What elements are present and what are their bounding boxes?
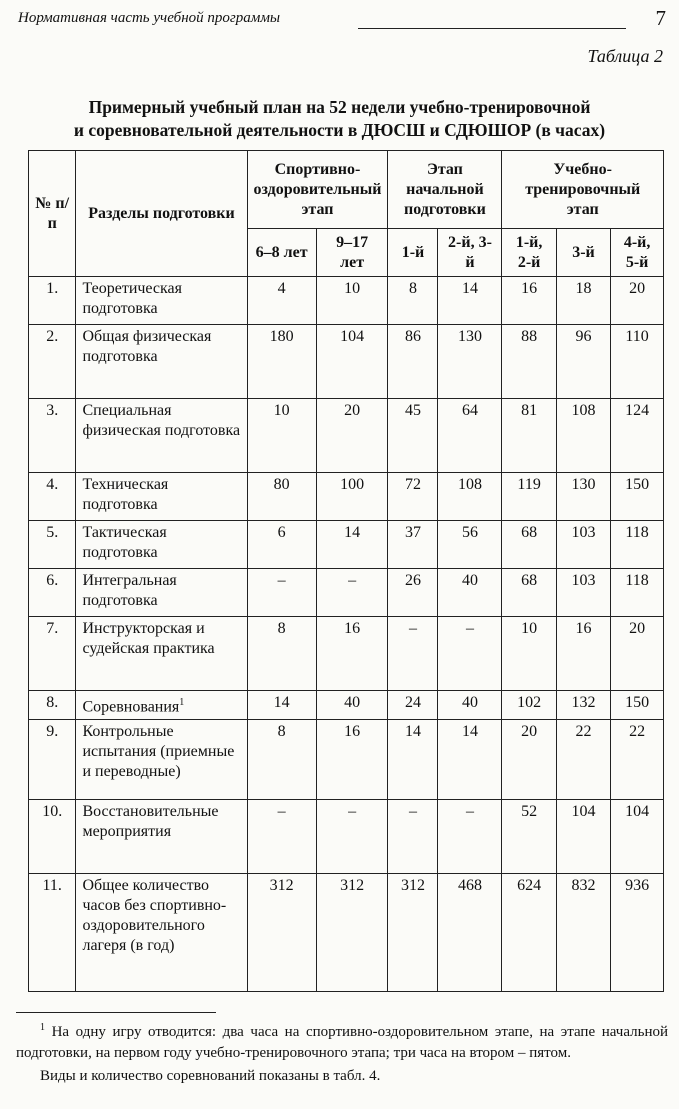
row-section-name (76, 473, 247, 521)
hours-cell: 104 (611, 800, 664, 874)
hours-cell: 130 (438, 325, 502, 399)
row-number: 3. (29, 399, 76, 473)
footnote-body: На одну игру отводится: два часа на спортивно-оздоровительном этапе, на этапе начальной подготовки, на первом году учебно-тренировочного этапа; три часа на втором – пятом. (16, 1024, 669, 1061)
section-name-text: Общая физическая подготовка (82, 328, 212, 365)
header-sub: 4-й, 5-й (611, 229, 664, 277)
hours-cell: 132 (556, 691, 610, 720)
row-section-name (76, 720, 247, 800)
header-group-recreational: Спортивно-оздоровительный этап (247, 151, 388, 229)
section-name-text: Общее количество часов без спортивно-оздоровительного лагеря (в год) (82, 877, 227, 955)
table-caption (0, 96, 679, 142)
row-number: 6. (29, 569, 76, 617)
table-row (29, 617, 664, 691)
hours-cell: 832 (556, 874, 610, 992)
row-section-name (76, 874, 247, 992)
hours-cell: 88 (502, 325, 556, 399)
hours-cell: 10 (316, 277, 388, 325)
hours-cell: 20 (502, 720, 556, 800)
hours-cell: 80 (247, 473, 316, 521)
row-section-name (76, 691, 247, 720)
section-name-text: Соревнования (82, 698, 180, 716)
row-number: 8. (29, 691, 76, 720)
hours-cell: 624 (502, 874, 556, 992)
table-row (29, 277, 664, 325)
see-note: Виды и количество соревнований показаны в табл. 4. (40, 1068, 381, 1084)
row-number: 10. (29, 800, 76, 874)
hours-cell: 16 (502, 277, 556, 325)
hours-cell: 8 (247, 617, 316, 691)
hours-cell: 24 (388, 691, 438, 720)
hours-cell: 104 (316, 325, 388, 399)
footnote-text (16, 1017, 668, 1064)
header-sub: 9–17 лет (316, 229, 388, 277)
table-row (29, 521, 664, 569)
hours-cell: 14 (247, 691, 316, 720)
hours-cell: 124 (611, 399, 664, 473)
footnote-marker: 1 (40, 1022, 45, 1033)
row-number: 2. (29, 325, 76, 399)
hours-cell: 96 (556, 325, 610, 399)
running-head-rule (358, 28, 626, 29)
hours-cell: 312 (388, 874, 438, 992)
hours-cell: 180 (247, 325, 316, 399)
hours-cell: 20 (316, 399, 388, 473)
hours-cell: 118 (611, 569, 664, 617)
row-number: 1. (29, 277, 76, 325)
footnote-rule (16, 1012, 216, 1013)
row-section-name (76, 277, 247, 325)
hours-cell: 56 (438, 521, 502, 569)
hours-cell: 68 (502, 521, 556, 569)
hours-cell: 45 (388, 399, 438, 473)
hours-cell: 8 (247, 720, 316, 800)
hours-cell: 312 (316, 874, 388, 992)
hours-cell: 14 (388, 720, 438, 800)
section-name-text: Контрольные испытания (приемные и переводные) (82, 723, 235, 781)
running-head (18, 6, 668, 32)
hours-cell: 108 (556, 399, 610, 473)
caption-line-2: и соревновательной деятельности в ДЮСШ и СДЮШОР (в часах) (73, 120, 606, 140)
hours-cell: 18 (556, 277, 610, 325)
table-label: Таблица 2 (587, 46, 663, 66)
hours-cell: – (388, 800, 438, 874)
running-title: Нормативная часть учебной программы (18, 10, 281, 26)
header-sub: 1-й, 2-й (502, 229, 556, 277)
row-number: 7. (29, 617, 76, 691)
hours-cell: 40 (316, 691, 388, 720)
hours-cell: 103 (556, 521, 610, 569)
hours-cell: 936 (611, 874, 664, 992)
hours-cell: 20 (611, 617, 664, 691)
row-number: 9. (29, 720, 76, 800)
row-section-name (76, 521, 247, 569)
hours-cell: – (247, 569, 316, 617)
row-number: 11. (29, 874, 76, 992)
hours-cell: 150 (611, 473, 664, 521)
hours-cell: 16 (316, 720, 388, 800)
hours-cell: – (316, 800, 388, 874)
hours-cell: 64 (438, 399, 502, 473)
training-plan-table (28, 150, 664, 992)
header-group-initial: Этап начальной подготовки (388, 151, 502, 229)
hours-cell: 14 (316, 521, 388, 569)
hours-cell: 108 (438, 473, 502, 521)
hours-cell: 103 (556, 569, 610, 617)
hours-cell: – (247, 800, 316, 874)
hours-cell: 8 (388, 277, 438, 325)
section-name-text: Теоретическая подготовка (82, 280, 183, 317)
hours-cell: 14 (438, 277, 502, 325)
hours-cell: 22 (556, 720, 610, 800)
hours-cell: 16 (316, 617, 388, 691)
hours-cell: 72 (388, 473, 438, 521)
hours-cell: 20 (611, 277, 664, 325)
section-name-text: Инструкторская и судейская практика (82, 620, 215, 657)
hours-cell: 40 (438, 569, 502, 617)
hours-cell: 14 (438, 720, 502, 800)
hours-cell: 68 (502, 569, 556, 617)
row-section-name (76, 617, 247, 691)
table-row (29, 569, 664, 617)
section-name-text: Тактическая подготовка (82, 524, 167, 561)
table-row (29, 399, 664, 473)
section-name-text: Специальная физическая подготовка (82, 402, 241, 439)
hours-cell: 52 (502, 800, 556, 874)
row-section-name (76, 569, 247, 617)
hours-cell: 118 (611, 521, 664, 569)
row-section-name (76, 399, 247, 473)
header-sub: 6–8 лет (247, 229, 316, 277)
header-sub: 3-й (556, 229, 610, 277)
footnotes (16, 1012, 668, 1087)
hours-cell: 16 (556, 617, 610, 691)
hours-cell: 10 (502, 617, 556, 691)
hours-cell: 40 (438, 691, 502, 720)
header-sub: 2-й, 3-й (438, 229, 502, 277)
footnote-ref: 1 (179, 697, 185, 708)
table-row (29, 691, 664, 720)
hours-cell: 312 (247, 874, 316, 992)
hours-cell: – (316, 569, 388, 617)
page-number: 7 (655, 6, 666, 30)
hours-cell: 26 (388, 569, 438, 617)
table-row (29, 720, 664, 800)
table-row (29, 325, 664, 399)
hours-cell: 10 (247, 399, 316, 473)
hours-cell: 100 (316, 473, 388, 521)
caption-line-1: Примерный учебный план на 52 недели учебно-тренировочной (88, 97, 591, 117)
hours-cell: 37 (388, 521, 438, 569)
hours-cell: – (388, 617, 438, 691)
section-name-text: Техническая подготовка (82, 476, 169, 513)
header-section: Разделы подготовки (76, 151, 247, 277)
hours-cell: 130 (556, 473, 610, 521)
row-number: 5. (29, 521, 76, 569)
table-row (29, 800, 664, 874)
hours-cell: 468 (438, 874, 502, 992)
header-num: № п/п (29, 151, 76, 277)
hours-cell: 22 (611, 720, 664, 800)
hours-cell: 119 (502, 473, 556, 521)
hours-cell: – (438, 800, 502, 874)
hours-cell: 86 (388, 325, 438, 399)
hours-cell: 110 (611, 325, 664, 399)
hours-cell: 81 (502, 399, 556, 473)
table-row (29, 473, 664, 521)
row-section-name (76, 325, 247, 399)
hours-cell: 6 (247, 521, 316, 569)
table-row (29, 874, 664, 992)
header-group-training: Учебно-тренировочный этап (502, 151, 664, 229)
section-name-text: Интегральная подготовка (82, 572, 177, 609)
hours-cell: 4 (247, 277, 316, 325)
hours-cell: 150 (611, 691, 664, 720)
row-number: 4. (29, 473, 76, 521)
row-section-name (76, 800, 247, 874)
hours-cell: 102 (502, 691, 556, 720)
hours-cell: – (438, 617, 502, 691)
header-sub: 1-й (388, 229, 438, 277)
hours-cell: 104 (556, 800, 610, 874)
section-name-text: Восстановительные мероприятия (82, 803, 219, 841)
